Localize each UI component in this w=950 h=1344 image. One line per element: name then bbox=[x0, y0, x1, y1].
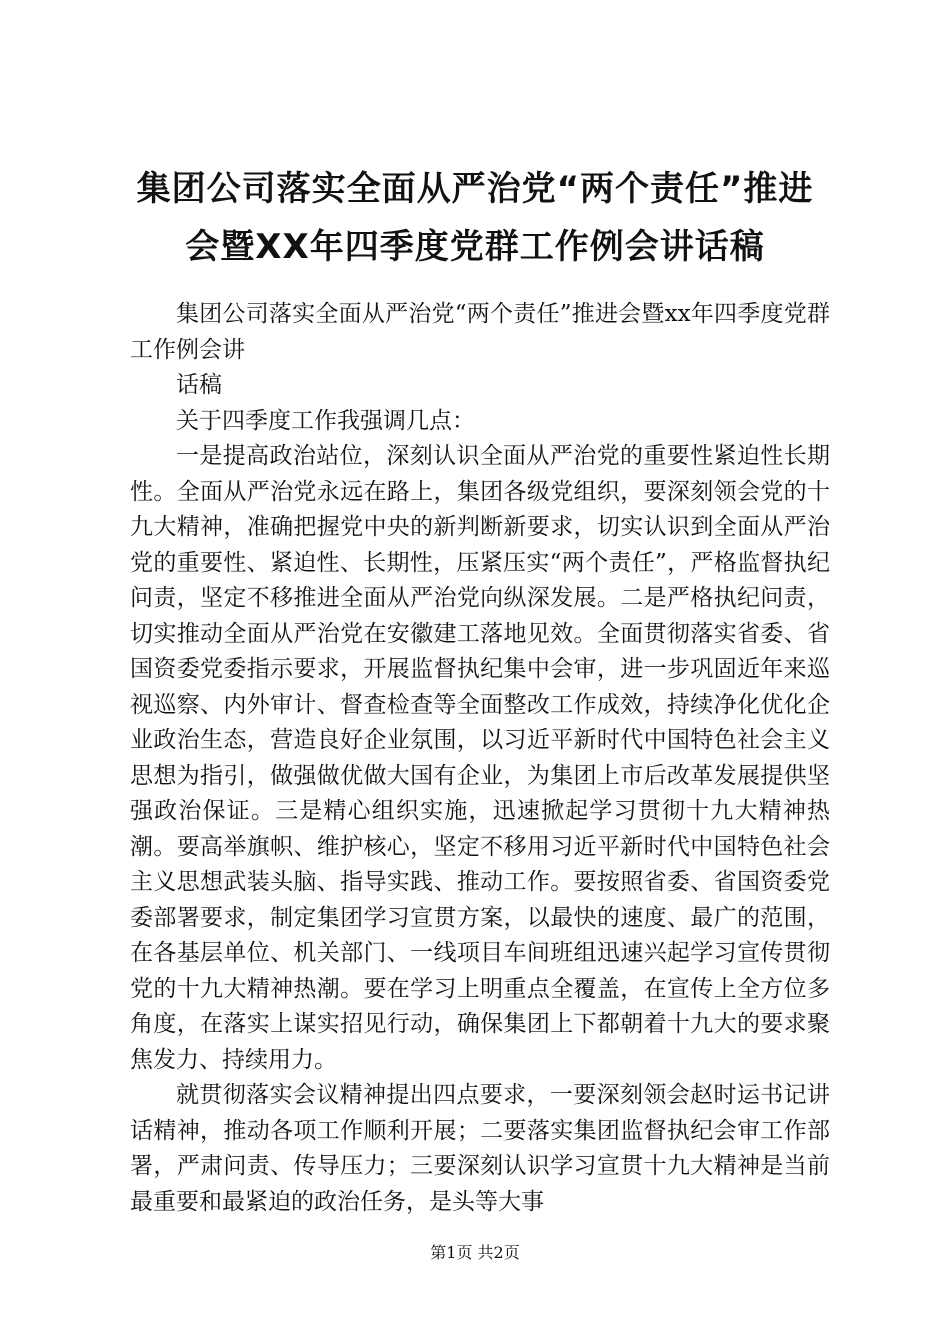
paragraph-requirements: 就贯彻落实会议精神提出四点要求，一要深刻领会赵时运书记讲话精神，推动各项工作顺利开展；二要落实集团监督执纪会审工作部署，严肃问责、传导压力；三要深刻认识学习宣贯十九大精神是当前最重要和最紧迫的政治任务，是头等大事 bbox=[130, 1082, 830, 1215]
title-line-2: 会暨XX年四季度党群工作例会讲话稿 bbox=[185, 227, 765, 267]
paragraph-heading: 集团公司落实全面从严治党“两个责任”推进会暨xx年四季度党群工作例会讲 bbox=[130, 301, 830, 363]
document-title bbox=[100, 160, 850, 276]
title-line-1: 集团公司落实全面从严治党“两个责任”推进 bbox=[136, 169, 814, 209]
document-body bbox=[130, 297, 830, 1220]
page-footer: 第1页 共2页 bbox=[430, 1243, 520, 1262]
paragraph-main: 一是提高政治站位，深刻认识全面从严治党的重要性紧迫性长期性。全面从严治党永远在路上，集团各级党组织，要深刻领会党的十九大精神，准确把握党中央的新判断新要求，切实认识到全面从严治党的重要性、紧迫性、长期性，压紧压实“两个责任”，严格监督执纪问责，坚定不移推进全面从严治党向纵深发展。二是严格执纪问责，切实推动全面从严治党在安徽建工落地见效。全面贯彻落实省委、省国资委党委指示要求，开展监督执纪集中会审，进一步巩固近年来巡视巡察、内外审计、督查检查等全面整改工作成效，持续净化优化企业政治生态，营造良好企业氛围，以习近平新时代中国特色社会主义思想为指引，做强做优做大国有企业，为集团上市后改革发展提供坚强政治保证。三是精心组织实施，迅速掀起学习贯彻十九大精神热潮。要高举旗帜、维护核心，坚定不移用习近平新时代中国特色社会主义思想武装头脑、指导实践、推动工作。要按照省委、省国资委党委部署要求，制定集团学习宣贯方案，以最快的速度、最广的范围，在各基层单位、机关部门、一线项目车间班组迅速兴起学习宣传贯彻党的十九大精神热潮。要在学习上明重点全覆盖，在宣传上全方位多角度，在落实上谋实招见行动，确保集团上下都朝着十九大的要求聚焦发力、持续用力。 bbox=[130, 443, 830, 1073]
paragraph-intro: 关于四季度工作我强调几点： bbox=[176, 407, 475, 434]
paragraph-heading-tail: 话稿 bbox=[176, 372, 222, 398]
